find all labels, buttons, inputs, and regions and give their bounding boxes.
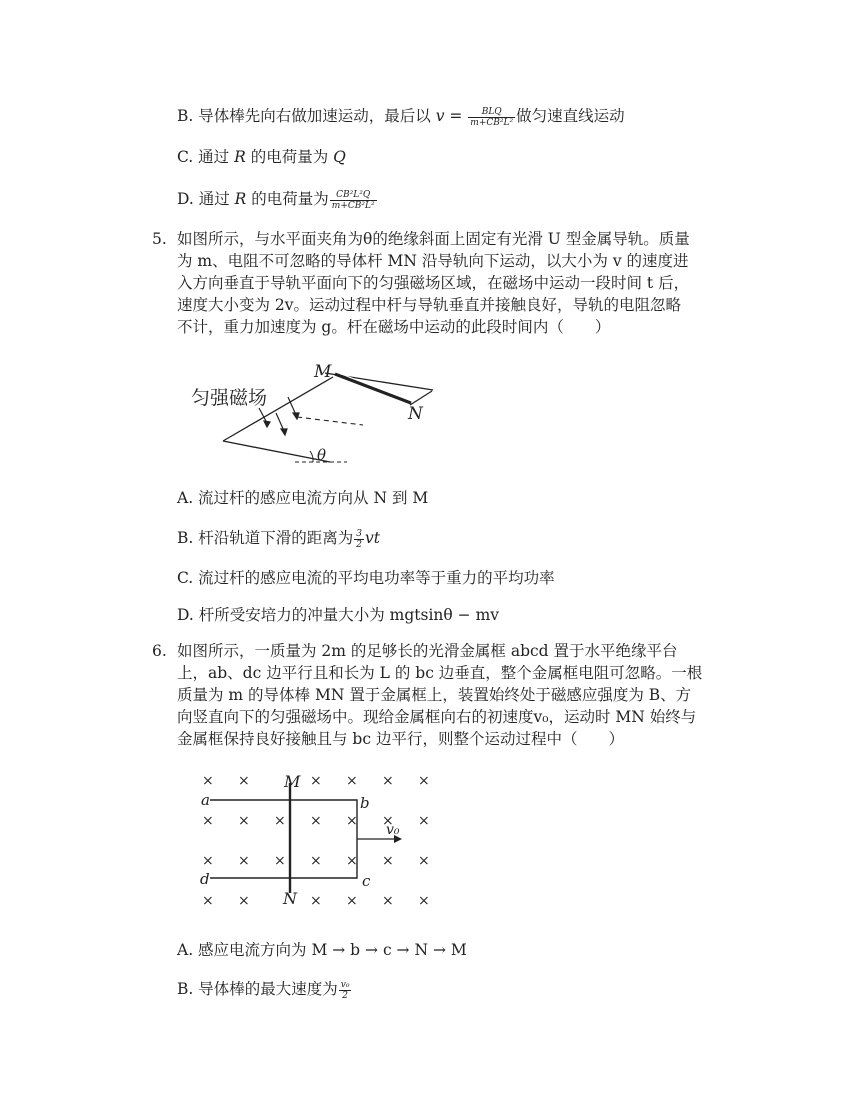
- q6-number: 6.: [152, 642, 167, 660]
- field-cross: ×: [346, 773, 358, 789]
- field-cross: ×: [418, 853, 430, 869]
- q5-stem-line-5: 不计，重力加速度为 g。杆在磁场中运动的此段时间内（ ）: [177, 318, 611, 336]
- q6-frame-figure: [190, 765, 440, 915]
- field-cross: ×: [274, 853, 286, 869]
- q4-d-fraction: $\frac{\text{CB²L²Q}}{\text{m+CB²L²}}$: [331, 189, 375, 211]
- q5-option-c: C. 流过杆的感应电流的平均电功率等于重力的平均功率: [177, 569, 555, 587]
- field-cross: ×: [418, 893, 430, 909]
- q6-stem-line-4: 向竖直向下的匀强磁场中。现给金属框向右的初速度v₀，运动时 MN 始终与: [177, 708, 697, 726]
- field-cross: ×: [310, 853, 322, 869]
- q5-stem-line-1: 如图所示，与水平面夹角为θ的绝缘斜面上固定有光滑 U 型金属导轨。质量: [177, 230, 690, 248]
- q6-stem-line-2: 上，ab、dc 边平行且和长为 L 的 bc 边垂直，整个金属框电阻可忽略。一根: [177, 664, 703, 682]
- field-cross: ×: [202, 853, 214, 869]
- q5-b-fraction: $\frac{3}{2}$: [356, 528, 362, 550]
- field-cross: ×: [346, 853, 358, 869]
- field-cross: ×: [310, 893, 322, 909]
- q6-label-d: d: [200, 870, 210, 888]
- field-cross: ×: [382, 813, 394, 829]
- q6-option-a: A. 感应电流方向为 M → b → c → N → M: [177, 941, 467, 959]
- q5-option-a: A. 流过杆的感应电流方向从 N 到 M: [177, 489, 429, 507]
- field-cross: ×: [202, 773, 214, 789]
- q4-option-b: B. 导体棒先向右做加速运动，最后以 v = $\frac{\text{BLQ}}{\text{m+CB²L²}}$ 做匀速直线运动: [177, 106, 625, 128]
- q6-label-v0: v₀: [386, 822, 400, 838]
- q6-label-a: a: [201, 791, 210, 809]
- field-cross: ×: [418, 813, 430, 829]
- q4-option-d: D. 通过 R 的电荷量为 $\frac{\text{CB²L²Q}}{\text{m+CB²L²}}$: [177, 189, 375, 211]
- q6-label-m: M: [284, 772, 301, 791]
- field-cross: ×: [418, 773, 430, 789]
- q5-number: 5.: [152, 230, 167, 248]
- field-cross: ×: [346, 813, 358, 829]
- q6-option-b: B. 导体棒的最大速度为 $\frac{\text{v₀}}{2}$: [177, 979, 350, 1001]
- field-cross: ×: [382, 893, 394, 909]
- field-cross: ×: [238, 853, 250, 869]
- q6-stem-line-1: 如图所示，一质量为 2m 的足够长的光滑金属框 abcd 置于水平绝缘平台: [177, 642, 678, 660]
- field-cross: ×: [238, 893, 250, 909]
- q5-stem-line-4: 速度大小变为 2v。运动过程中杆与导轨垂直并接触良好，导轨的电阻忽略: [177, 296, 682, 314]
- field-cross: ×: [382, 853, 394, 869]
- field-cross: ×: [202, 893, 214, 909]
- q5-incline-figure: [185, 355, 445, 470]
- q5-field-label: 匀强磁场: [191, 387, 268, 409]
- q6-label-n: N: [283, 889, 297, 908]
- field-cross: ×: [310, 773, 322, 789]
- q5-stem-line-3: 入方向垂直于导轨平面向下的匀强磁场区域，在磁场中运动一段时间 t 后，: [177, 274, 690, 292]
- field-cross: ×: [382, 773, 394, 789]
- q5-label-m: M: [314, 362, 332, 382]
- q5-label-n: N: [408, 404, 423, 424]
- q6-label-c: c: [362, 872, 371, 890]
- field-cross: ×: [310, 813, 322, 829]
- field-cross: ×: [346, 893, 358, 909]
- rail-bottom: [223, 441, 330, 462]
- angle-arc: [310, 451, 313, 462]
- q5-label-theta: θ: [317, 446, 327, 464]
- field-boundary-dashed: [297, 417, 363, 425]
- q6-stem-line-3: 质量为 m 的导体棒 MN 置于金属框上，装置始终处于磁感应强度为 B、方: [177, 686, 692, 704]
- field-cross: ×: [238, 813, 250, 829]
- rail-right: [410, 391, 432, 405]
- q4-b-fraction: $\frac{\text{BLQ}}{\text{m+CB²L²}}$: [470, 106, 514, 128]
- q5-option-d: D. 杆所受安培力的冲量大小为 mgtsinθ − mv: [177, 606, 500, 624]
- q6-stem-line-5: 金属框保持良好接触且与 bc 边平行，则整个运动过程中（ ）: [177, 730, 624, 748]
- field-cross: ×: [202, 813, 214, 829]
- q6-label-b: b: [360, 794, 370, 812]
- q6-b-fraction: $\frac{\text{v₀}}{2}$: [340, 979, 350, 1001]
- field-cross: ×: [274, 813, 286, 829]
- rod-mn: [335, 374, 411, 403]
- q5-stem-line-2: 为 m、电阻不可忽略的导体杆 MN 沿导轨向下运动，以大小为 v 的速度进: [177, 252, 689, 270]
- q4-option-c: C. 通过 R 的电荷量为 Q: [177, 148, 346, 166]
- q5-option-b: B. 杆沿轨道下滑的距离为 $\frac{3}{2}$ vt: [177, 528, 380, 550]
- field-cross: ×: [238, 773, 250, 789]
